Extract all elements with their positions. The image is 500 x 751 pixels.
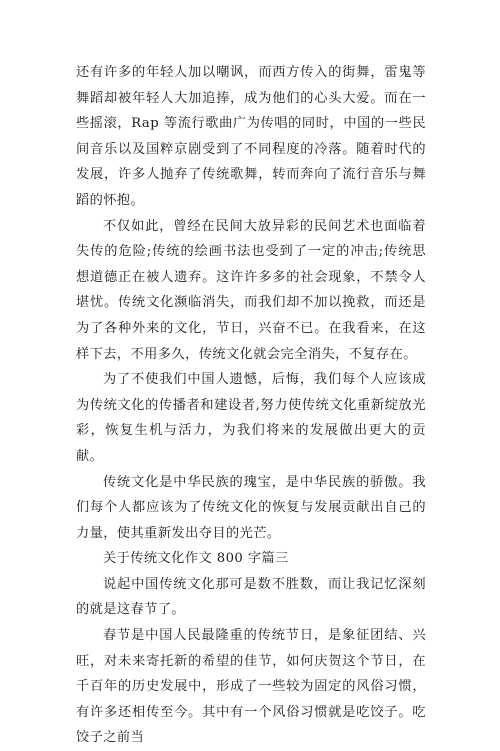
section-heading: 关于传统文化作文 800 字篇三 <box>103 551 289 567</box>
paragraph-spring-festival-customs: 春节是中国人民最隆重的传统节日，是象征团结、兴旺，对未来寄托新的希望的佳节，如何庆贺这个节日，在千百年的历史发展中，形成了一些较为固定的风俗习惯，有许多还相传至今。其中有一个风俗习惯就是吃饺子。吃饺子之前当 <box>76 628 426 746</box>
paragraph-call-to-action: 为了不使我们中国人遗憾，后悔，我们每个人应该成为传统文化的传播者和建设者,努力使传统文化重新绽放光彩，恢复生机与活力，为我们将来的发展做出更大的贡献。 <box>76 372 426 464</box>
paragraph-continuation: 还有许多的年轻人加以嘲讽，而西方传入的街舞，雷鬼等舞蹈却被年轻人大加追捧，成为他们的心头大爱。而在一些摇滚，Rap 等流行歌曲广为传唱的同时，中国的一些民间音乐以及国粹京剧受到了不同程度的冷落。随着时代的发展，许多人抛弃了传统歌舞，转而奔向了流行音乐与舞蹈的怀抱。 <box>76 65 426 208</box>
paragraph-spring-festival-intro: 说起中国传统文化那可是数不胜数，而让我记忆深刻的就是这春节了。 <box>76 576 426 618</box>
paragraph-treasure: 传统文化是中华民族的瑰宝，是中华民族的骄傲。我们每个人都应该为了传统文化的恢复与发展贡献出自己的力量，使其重新发出夺目的光芒。 <box>76 474 426 541</box>
document-body <box>76 60 426 751</box>
paragraph-cultural-loss: 不仅如此，曾经在民间大放异彩的民间艺术也面临着失传的危险;传统的绘画书法也受到了一定的冲击;传统思想道德正在被人遗弃。这许许多多的社会现象，不禁令人堪忧。传统文化濒临消失，而我们却不加以挽救，而还是为了各种外来的文化，节日，兴奋不已。在我看来，在这样下去，不用多久，传统文化就会完全消失，不复存在。 <box>76 218 426 362</box>
